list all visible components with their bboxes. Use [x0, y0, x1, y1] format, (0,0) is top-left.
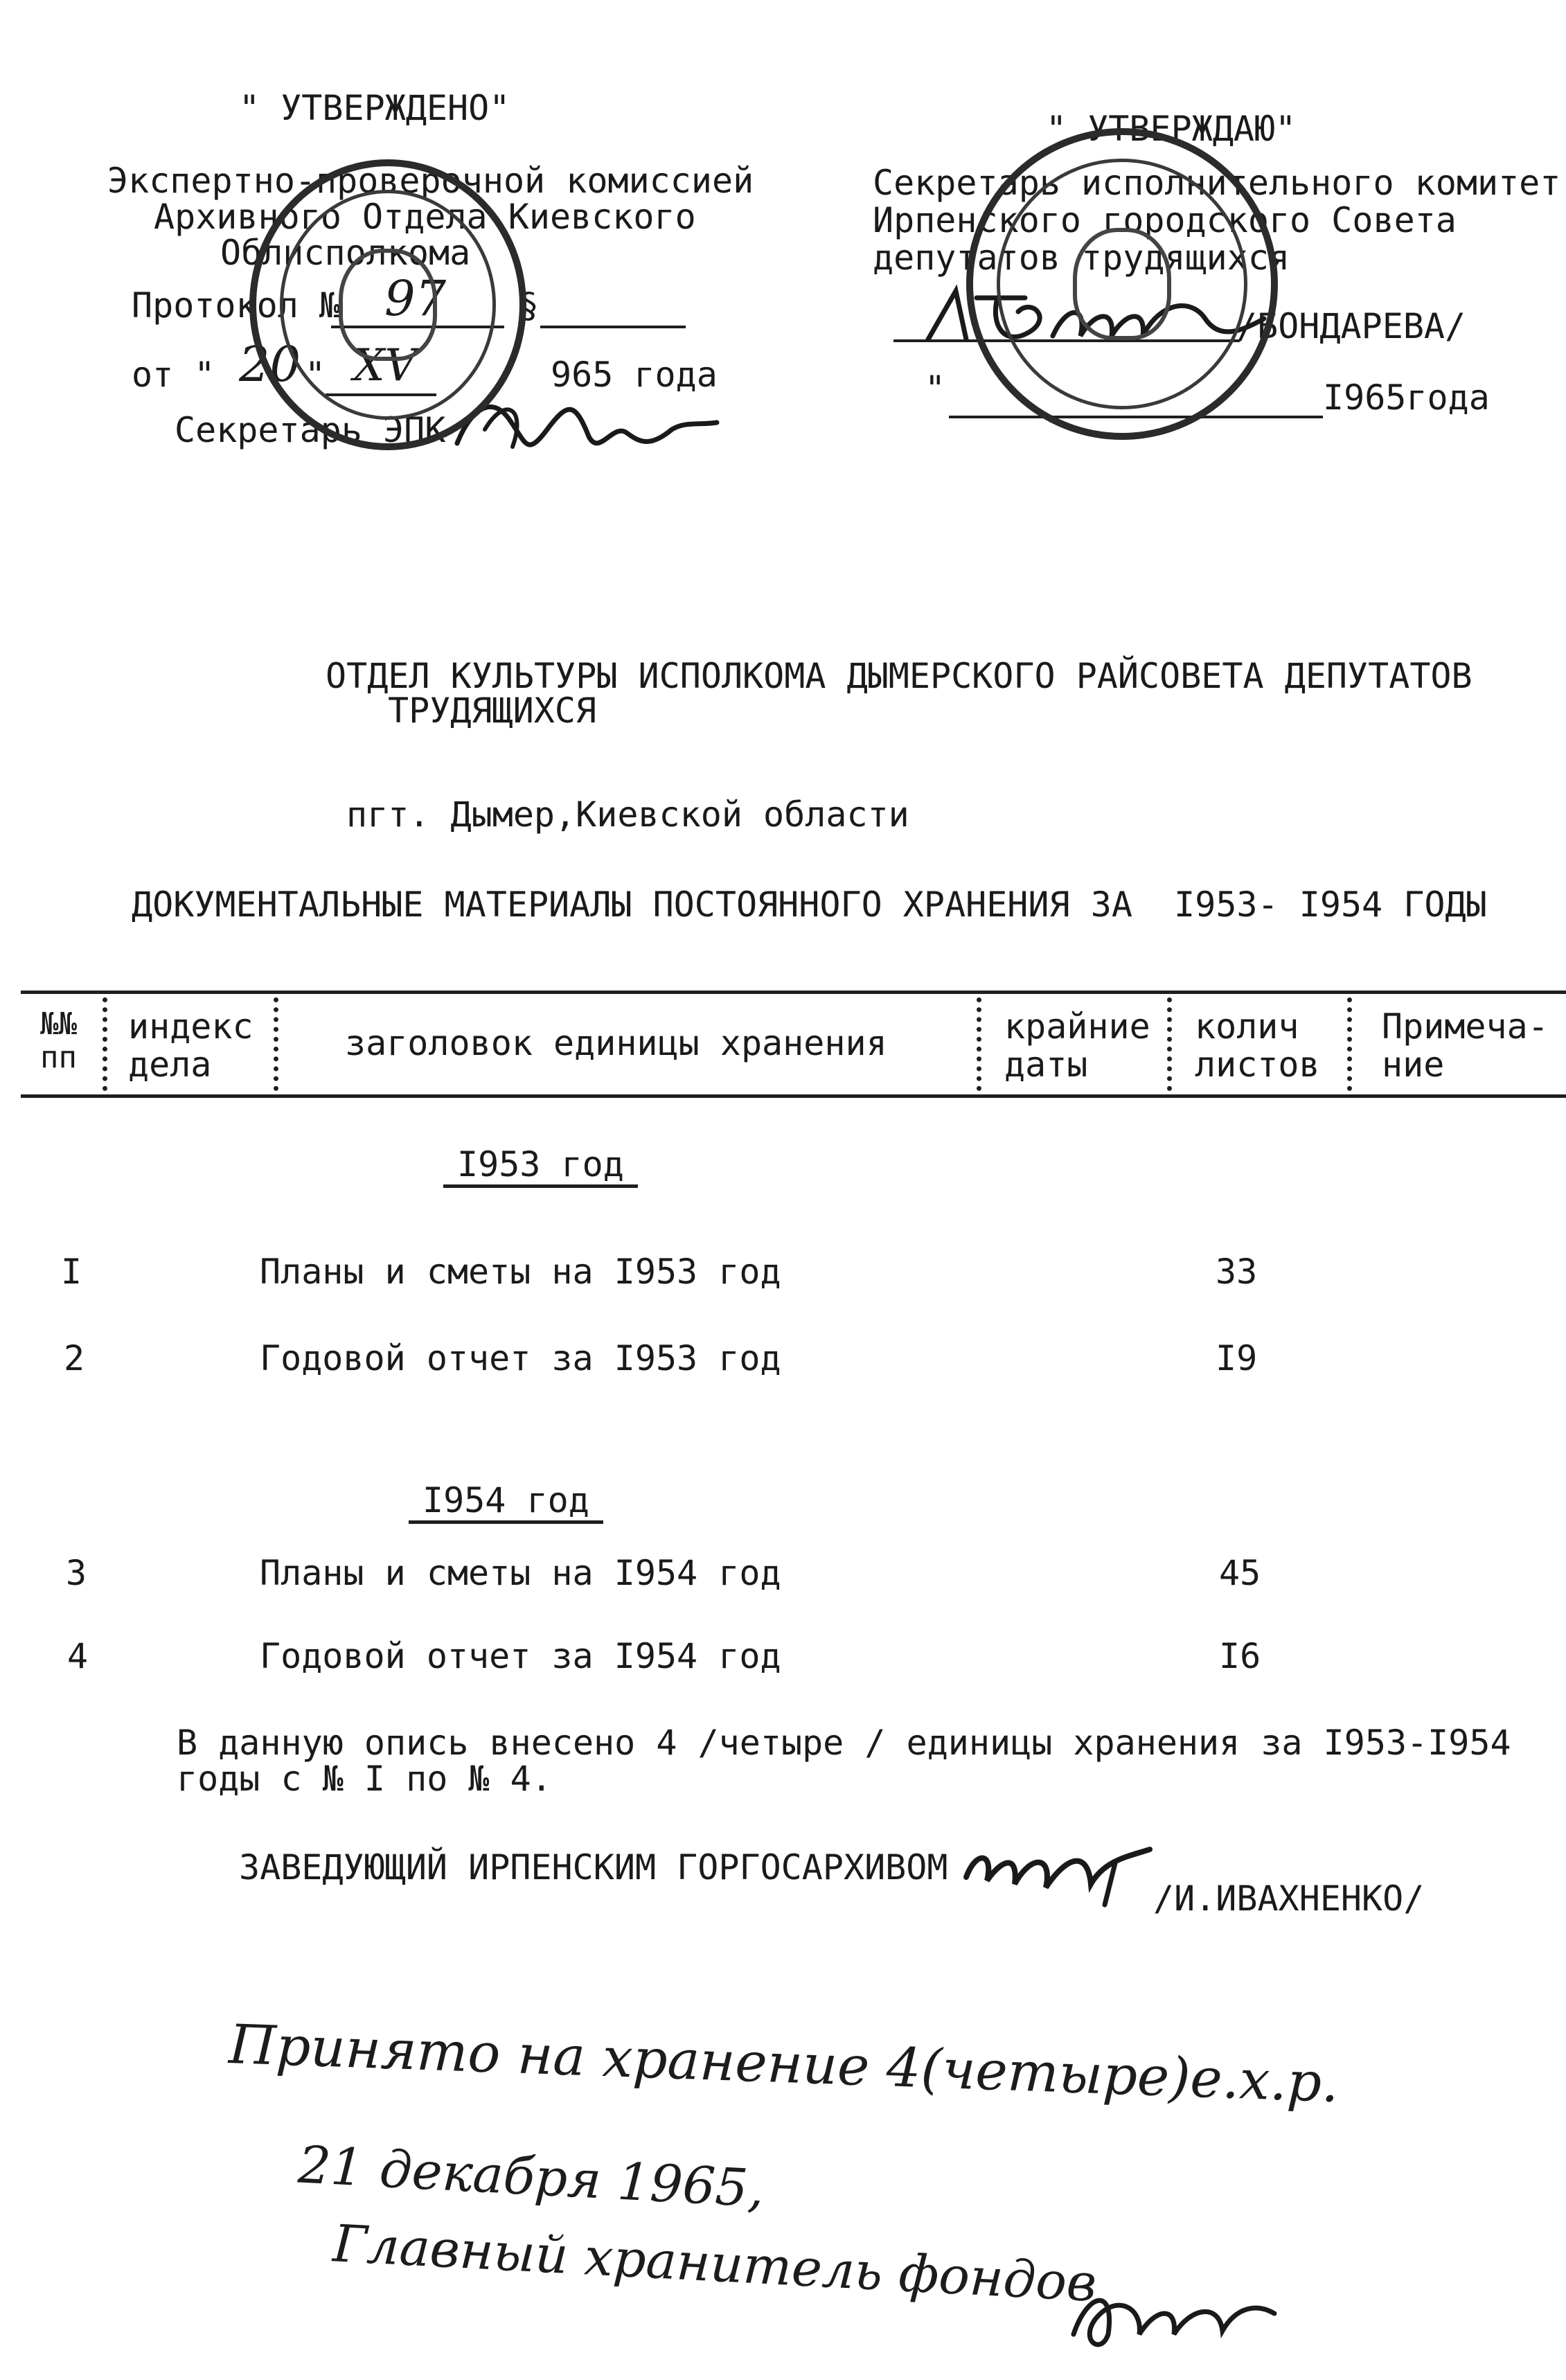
row-number: 2: [64, 1338, 85, 1378]
section-line: [540, 326, 686, 328]
approval-right-heading: " УТВЕРЖДАЮ": [1046, 109, 1297, 149]
row-title: Годовой отчет за I953 год: [260, 1338, 781, 1378]
row-sheets: 33: [1216, 1252, 1258, 1292]
row-number: 3: [66, 1553, 87, 1593]
approval-right-line2: Ирпенского городского Совета: [873, 200, 1457, 240]
column-header-notes: [1382, 1008, 1549, 1084]
approval-left-date-year: 965 года: [551, 355, 718, 395]
row-number: I: [61, 1252, 82, 1292]
row-number: 4: [67, 1636, 89, 1676]
column-header-dates-line1: крайние: [1004, 1006, 1150, 1047]
row-title: Годовой отчет за I954 год: [260, 1636, 781, 1676]
summary-line2: годы с № I по № 4.: [177, 1759, 552, 1799]
handwritten-note-line2: 21 декабря 1965,: [296, 2135, 766, 2219]
approval-left-line3: Облисполкома: [220, 233, 471, 273]
handwritten-note-line1: Принято на хранение 4(четыре)е.х.р.: [227, 2014, 1340, 2115]
column-header-sheets-line2: листов: [1195, 1045, 1320, 1085]
handwritten-note-line3: Главный хранитель фондов: [331, 2214, 1098, 2314]
column-divider: [103, 997, 107, 1091]
approval-right-signer: /БОНДАРЕВА/: [1236, 306, 1466, 346]
column-header-dates: [1004, 1008, 1150, 1084]
column-divider: [977, 997, 981, 1091]
column-header-num-line1: №№: [40, 1006, 77, 1042]
column-header-notes-line1: Примеча-: [1382, 1006, 1549, 1047]
protocol-label: Протокол №: [132, 285, 341, 326]
column-divider: [1167, 997, 1172, 1091]
org-line2: ТРУДЯЩИХСЯ: [388, 691, 597, 731]
table-header-bottom-rule: [21, 1094, 1566, 1098]
approval-left-date-month: XV: [353, 340, 417, 391]
column-header-notes-line2: ние: [1382, 1045, 1445, 1085]
location-line: пгт. Дымер,Киевской области: [346, 794, 909, 835]
approval-left-heading: " УТВЕРЖДЕНО": [239, 88, 510, 128]
row-sheets: I6: [1219, 1636, 1261, 1676]
column-header-index: [128, 1008, 253, 1084]
left-round-seal: [249, 159, 526, 450]
column-header-num: [40, 1008, 77, 1075]
approval-left-line1: Экспертно-проверочной комиссией: [107, 161, 754, 201]
year-group-label: I954 год: [409, 1482, 603, 1524]
column-header-sheets: [1195, 1008, 1320, 1084]
approval-left-date-prefix: от ": [132, 355, 215, 395]
document-title: ДОКУМЕНТАЛЬНЫЕ МАТЕРИАЛЫ ПОСТОЯННОГО ХРАНЕНИЯ ЗА I953- I954 ГОДЫ: [132, 885, 1487, 925]
protocol-number: 97: [384, 270, 447, 327]
head-name: /И.ИВАХНЕНКО/: [1153, 1879, 1425, 1919]
section-mark: §: [518, 285, 540, 326]
handwritten-note-signature: [1060, 2265, 1281, 2362]
head-handwritten-signature: [956, 1822, 1157, 1912]
approval-left-secretary-label: Секретарь ЭПК: [175, 410, 446, 450]
column-header-sheets-line1: колич: [1195, 1006, 1299, 1047]
column-header-num-line2: пп: [40, 1040, 77, 1076]
column-header-dates-line2: даты: [1004, 1045, 1088, 1085]
column-divider: [274, 997, 278, 1091]
approval-left-date-quote: ": [305, 355, 326, 395]
org-line1: ОТДЕЛ КУЛЬТУРЫ ИСПОЛКОМА ДЫМЕРСКОГО РАЙСОВЕТА ДЕПУТАТОВ: [326, 656, 1472, 696]
year-group-label: I953 год: [443, 1146, 638, 1188]
approval-right-line3: депутатов трудящихся: [873, 238, 1290, 278]
column-header-index-line2: дела: [128, 1045, 212, 1085]
seal-emblem-icon: [1073, 228, 1171, 340]
right-round-seal: [966, 128, 1278, 440]
row-sheets: 45: [1219, 1553, 1261, 1593]
row-sheets: I9: [1216, 1338, 1258, 1378]
seal-emblem-icon: [339, 249, 437, 361]
table-top-rule: [21, 991, 1566, 994]
approval-left-line2: Архивного Отдела Киевского: [154, 197, 696, 237]
approval-right-date-quote: ": [925, 368, 946, 409]
row-title: Планы и сметы на I954 год: [260, 1553, 781, 1593]
row-title: Планы и сметы на I953 год: [260, 1252, 781, 1292]
column-header-title: заголовок единицы хранения: [345, 1023, 887, 1063]
head-title: ЗАВЕДУЮЩИЙ ИРПЕНСКИМ ГОРГОСАРХИВОМ: [239, 1847, 948, 1888]
approval-left-date-day: 20: [239, 336, 301, 393]
column-header-index-line1: индекс: [128, 1006, 253, 1047]
summary-line1: В данную опись внесено 4 /четыре / единицы хранения за I953-I954: [177, 1723, 1511, 1763]
approval-right-line1: Секретарь исполнительного комитет: [873, 163, 1561, 203]
approval-right-date-year: I965года: [1323, 378, 1490, 418]
column-divider: [1347, 997, 1352, 1091]
